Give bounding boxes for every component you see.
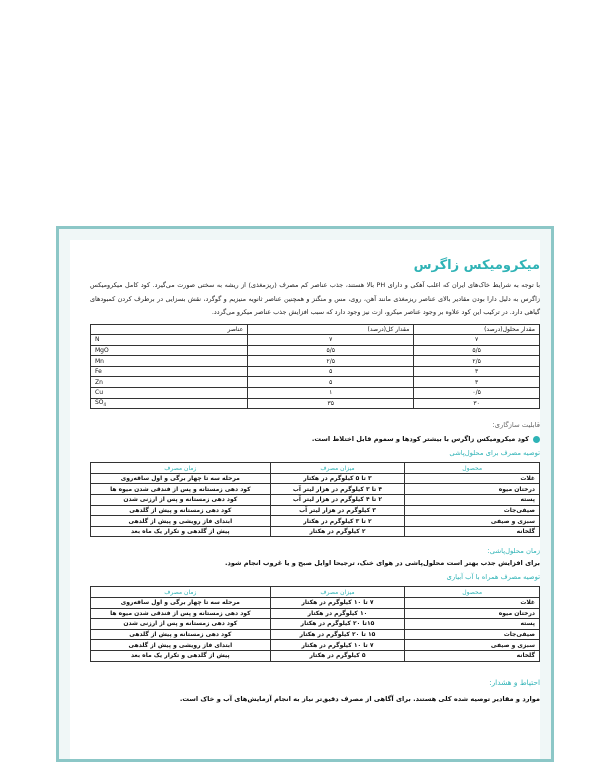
table-row bbox=[91, 640, 540, 651]
crop-name: غلات bbox=[405, 598, 540, 609]
element-name: Fe bbox=[91, 366, 248, 377]
soluble-value: ۷ bbox=[414, 335, 540, 346]
crop-name: پسته bbox=[405, 495, 540, 506]
composition-header-row bbox=[91, 324, 540, 335]
table-row bbox=[91, 377, 540, 388]
table-row bbox=[91, 388, 540, 399]
mixing-text bbox=[90, 435, 540, 443]
page-title: میکرومیکس زاگرس bbox=[413, 258, 540, 273]
table-row bbox=[91, 629, 540, 640]
foliar-table bbox=[90, 462, 540, 537]
usage-amount: ۲ تا ۴ کیلوگرم در هزار لیتر آب bbox=[270, 495, 405, 506]
usage-time: پیش از گلدهی و تکرار یک ماه بعد bbox=[91, 526, 271, 537]
usage-amount: ۴ تا ۳ کیلوگرم در هزار لیتر آب bbox=[270, 484, 405, 495]
usage-amount: ۷ تا ۱۰ کیلوگرم در هکتار bbox=[270, 640, 405, 651]
table-row bbox=[91, 526, 540, 537]
usage-time: کود دهی زمستانه و پس از ارزنی شدن bbox=[91, 619, 271, 630]
foliar-header-time: زمان مصرف bbox=[91, 463, 271, 474]
table-row bbox=[91, 398, 540, 409]
crop-name: گلخانه bbox=[405, 526, 540, 537]
usage-time: کود دهی زمستانه و پیش از گلدهی bbox=[91, 629, 271, 640]
foliar-header-crop: محصول bbox=[405, 463, 540, 474]
mixing-heading: قابلیت سازگاری: bbox=[492, 421, 540, 430]
crop-name: غلات bbox=[405, 473, 540, 484]
crop-name: صیفی‌جات bbox=[405, 629, 540, 640]
usage-time: کود دهی زمستانه و پیش از گلدهی bbox=[91, 505, 271, 516]
total-value: ۲/۵ bbox=[248, 356, 414, 367]
warning-heading: احتیاط و هشدار: bbox=[489, 677, 540, 687]
table-row bbox=[91, 598, 540, 609]
total-value: ۱ bbox=[248, 388, 414, 399]
table-row bbox=[91, 608, 540, 619]
table-row bbox=[91, 335, 540, 346]
usage-amount: ۱۵تا ۲۰ کیلوگرم در هکتار bbox=[270, 619, 405, 630]
composition-rows bbox=[91, 335, 540, 409]
irrigation-header-time: زمان مصرف bbox=[91, 587, 271, 598]
usage-time: ابتدای فاز رویشی و پیش از گلدهی bbox=[91, 640, 271, 651]
content-frame bbox=[56, 226, 554, 762]
element-name: Cu bbox=[91, 388, 248, 399]
crop-name: درختان میوه bbox=[405, 608, 540, 619]
crop-name: سبزی و صیفی bbox=[405, 516, 540, 527]
intro-paragraph: با توجه به شرایط خاک‌های ایران که اغلب آهکی و دارای PH بالا هستند، جذب عناصر کم مصرف (ریزمغذی) از ریشه به سختی صورت می‌گیرد. کود کامل میکرومیکس زاگرس به دلیل دارا بودن مقادیر بالای عناصر ریزمغذی مانند آهن، روی، مس و منگنز و همچنین عناصر ثانویه منیزیم و گوگرد، نقش بسزایی در برطرف کردن کمبودهای گیاهی دارد. در ترکیب این کود علاوه بر وجود عناصر میکرو، ازت نیز وجود دارد که سبب افزایش جذب عناصر میکرو می‌گردد. bbox=[90, 281, 540, 316]
usage-time: مرحله سه تا چهار برگی و اول ساقه‌روی bbox=[91, 473, 271, 484]
irrigation-rows bbox=[91, 598, 540, 662]
table-row bbox=[91, 473, 540, 484]
usage-amount: ۲ تا ۳ کیلوگرم در هکتار bbox=[270, 516, 405, 527]
soluble-value: ۳۰ bbox=[414, 398, 540, 409]
spray-time-heading: زمان محلول‌پاشی: bbox=[487, 547, 540, 556]
element-name: N bbox=[91, 335, 248, 346]
crop-name: درختان میوه bbox=[405, 484, 540, 495]
usage-amount: ۵ کیلوگرم در هکتار bbox=[270, 650, 405, 661]
total-value: ۷ bbox=[248, 335, 414, 346]
usage-amount: ۷ تا ۱۰ کیلوگرم در هکتار bbox=[270, 598, 405, 609]
composition-table bbox=[90, 324, 540, 410]
irrigation-table bbox=[90, 586, 540, 661]
irrigation-header-crop: محصول bbox=[405, 587, 540, 598]
soluble-value: ۰/۵ bbox=[414, 388, 540, 399]
element-name: Mn bbox=[91, 356, 248, 367]
table-row bbox=[91, 650, 540, 661]
total-value: ۳۵ bbox=[248, 398, 414, 409]
usage-amount: ۱۰ کیلوگرم در هکتار bbox=[270, 608, 405, 619]
irrigation-header-amount: میزان مصرف bbox=[270, 587, 405, 598]
crop-name: پسته bbox=[405, 619, 540, 630]
soluble-value: ۲/۵ bbox=[414, 356, 540, 367]
table-row bbox=[91, 619, 540, 630]
usage-time: مرحله سه تا چهار برگی و اول ساقه‌روی bbox=[91, 598, 271, 609]
usage-time: ابتدای فاز رویشی و پیش از گلدهی bbox=[91, 516, 271, 527]
crop-name: گلخانه bbox=[405, 650, 540, 661]
crop-name: صیفی‌جات bbox=[405, 505, 540, 516]
irrigation-heading: توصیه مصرف همراه با آب آبیاری bbox=[446, 573, 540, 582]
document-body bbox=[90, 258, 540, 703]
element-name bbox=[91, 398, 248, 409]
usage-amount: ۳ تا ۵ کیلوگرم در هکتار bbox=[270, 473, 405, 484]
soluble-value: ۵/۵ bbox=[414, 345, 540, 356]
usage-time: پیش از گلدهی و تکرار یک ماه بعد bbox=[91, 650, 271, 661]
irrigation-header-row bbox=[91, 587, 540, 598]
spray-time-text: برای افزایش جذب بهتر است محلول‌پاشی در هوای خنک، ترجیحا اوایل صبح و یا غروب انجام شود. bbox=[225, 559, 540, 568]
content-panel bbox=[70, 240, 540, 759]
element-name: Zn bbox=[91, 377, 248, 388]
composition-header-element: عناصر bbox=[91, 324, 248, 335]
composition-header-soluble: مقدار محلول(درصد) bbox=[414, 324, 540, 335]
table-row bbox=[91, 495, 540, 506]
foliar-header-row bbox=[91, 463, 540, 474]
usage-amount: ۲ کیلوگرم در هکتار bbox=[270, 526, 405, 537]
table-row bbox=[91, 516, 540, 527]
total-value: ۵ bbox=[248, 377, 414, 388]
usage-time: کود دهی زمستانه و پس از ارزنی شدن bbox=[91, 495, 271, 506]
table-row bbox=[91, 345, 540, 356]
mixing-text-content: کود میکرومیکس زاگرس با بیشتر کودها و سموم قابل اختلاط است. bbox=[311, 435, 529, 444]
table-row bbox=[91, 484, 540, 495]
foliar-header-amount: میزان مصرف bbox=[270, 463, 405, 474]
usage-time: کود دهی زمستانه و پس از فندقی شدن میوه ها bbox=[91, 484, 271, 495]
composition-header-total: مقدار کل(درصد) bbox=[248, 324, 414, 335]
usage-amount: ۱۵ تا ۲۰ کیلوگرم در هکتار bbox=[270, 629, 405, 640]
usage-amount: ۳ کیلوگرم در هزار لیتر آب bbox=[270, 505, 405, 516]
crop-name: سبزی و صیفی bbox=[405, 640, 540, 651]
table-row bbox=[91, 505, 540, 516]
soluble-value: ۳ bbox=[414, 377, 540, 388]
foliar-rows bbox=[91, 473, 540, 537]
table-row bbox=[91, 366, 540, 377]
element-name: MgO bbox=[91, 345, 248, 356]
element-symbol: SO bbox=[95, 399, 104, 407]
element-subscript: 4 bbox=[103, 402, 107, 408]
total-value: ۵ bbox=[248, 366, 414, 377]
usage-time: کود دهی زمستانه و پس از فندقی شدن میوه ها bbox=[91, 608, 271, 619]
table-row bbox=[91, 356, 540, 367]
warning-text: موارد و مقادیر توصیه شده کلی هستند. برای آگاهی از مصرف دقیق‌تر نیاز به انجام آزمایش‌های آب و خاک است. bbox=[179, 694, 540, 703]
bullet-icon bbox=[533, 436, 540, 443]
foliar-heading: توصیه مصرف برای محلول‌پاشی bbox=[449, 449, 540, 458]
soluble-value: ۳ bbox=[414, 366, 540, 377]
total-value: ۵/۵ bbox=[248, 345, 414, 356]
